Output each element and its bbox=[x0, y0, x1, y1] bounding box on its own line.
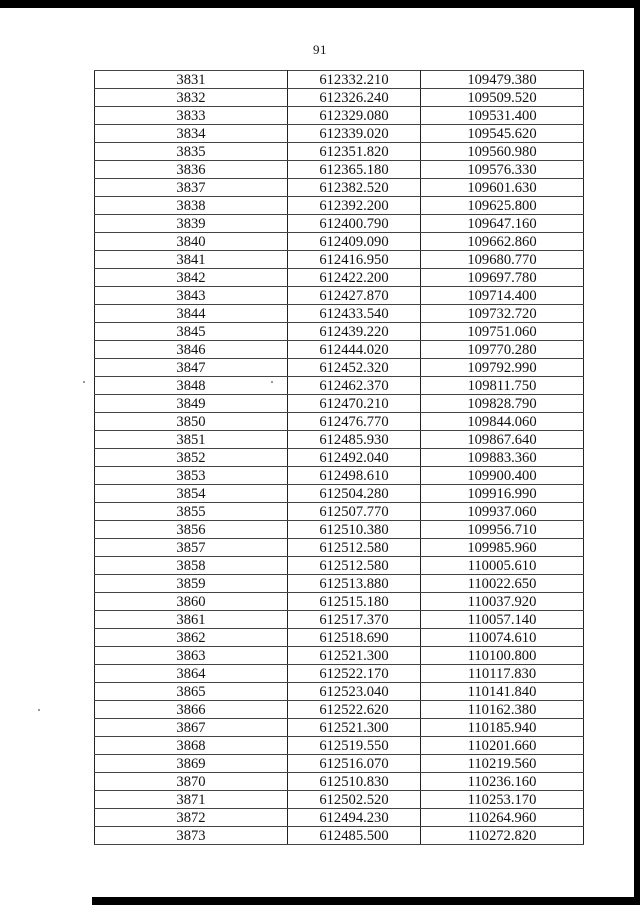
point-id-cell: 3867 bbox=[95, 719, 288, 737]
easting-cell: 612439.220 bbox=[288, 323, 421, 341]
point-id-cell: 3857 bbox=[95, 539, 288, 557]
table-row bbox=[95, 161, 584, 179]
easting-cell: 612326.240 bbox=[288, 89, 421, 107]
point-id-cell: 3847 bbox=[95, 359, 288, 377]
point-id-cell: 3858 bbox=[95, 557, 288, 575]
northing-cell: 109560.980 bbox=[421, 143, 584, 161]
easting-cell: 612517.370 bbox=[288, 611, 421, 629]
table-row bbox=[95, 593, 584, 611]
table-row bbox=[95, 251, 584, 269]
easting-cell: 612507.770 bbox=[288, 503, 421, 521]
point-id-cell: 3839 bbox=[95, 215, 288, 233]
point-id-cell: 3842 bbox=[95, 269, 288, 287]
easting-cell: 612521.300 bbox=[288, 647, 421, 665]
easting-cell: 612476.770 bbox=[288, 413, 421, 431]
point-id-cell: 3837 bbox=[95, 179, 288, 197]
northing-cell: 110185.940 bbox=[421, 719, 584, 737]
point-id-cell: 3851 bbox=[95, 431, 288, 449]
table-row bbox=[95, 539, 584, 557]
point-id-cell: 3853 bbox=[95, 467, 288, 485]
northing-cell: 109770.280 bbox=[421, 341, 584, 359]
northing-cell: 110141.840 bbox=[421, 683, 584, 701]
easting-cell: 612498.610 bbox=[288, 467, 421, 485]
scan-border-top bbox=[0, 0, 640, 8]
coordinates-table bbox=[94, 70, 584, 845]
scan-speck bbox=[83, 381, 85, 383]
northing-cell: 109937.060 bbox=[421, 503, 584, 521]
point-id-cell: 3861 bbox=[95, 611, 288, 629]
northing-cell: 110162.380 bbox=[421, 701, 584, 719]
point-id-cell: 3866 bbox=[95, 701, 288, 719]
table-row bbox=[95, 431, 584, 449]
table-row bbox=[95, 341, 584, 359]
easting-cell: 612485.500 bbox=[288, 827, 421, 845]
table-row bbox=[95, 737, 584, 755]
easting-cell: 612512.580 bbox=[288, 539, 421, 557]
northing-cell: 109531.400 bbox=[421, 107, 584, 125]
northing-cell: 109811.750 bbox=[421, 377, 584, 395]
northing-cell: 109883.360 bbox=[421, 449, 584, 467]
table-row bbox=[95, 323, 584, 341]
table-row bbox=[95, 611, 584, 629]
point-id-cell: 3844 bbox=[95, 305, 288, 323]
northing-cell: 110236.160 bbox=[421, 773, 584, 791]
point-id-cell: 3850 bbox=[95, 413, 288, 431]
easting-cell: 612433.540 bbox=[288, 305, 421, 323]
northing-cell: 109662.860 bbox=[421, 233, 584, 251]
easting-cell: 612523.040 bbox=[288, 683, 421, 701]
page-number: 91 bbox=[313, 42, 327, 57]
point-id-cell: 3872 bbox=[95, 809, 288, 827]
point-id-cell: 3859 bbox=[95, 575, 288, 593]
northing-cell: 110201.660 bbox=[421, 737, 584, 755]
northing-cell: 110057.140 bbox=[421, 611, 584, 629]
point-id-cell: 3846 bbox=[95, 341, 288, 359]
table-row bbox=[95, 125, 584, 143]
northing-cell: 110253.170 bbox=[421, 791, 584, 809]
northing-cell: 109647.160 bbox=[421, 215, 584, 233]
easting-cell: 612504.280 bbox=[288, 485, 421, 503]
table-row bbox=[95, 287, 584, 305]
northing-cell: 109680.770 bbox=[421, 251, 584, 269]
point-id-cell: 3854 bbox=[95, 485, 288, 503]
northing-cell: 110005.610 bbox=[421, 557, 584, 575]
easting-cell: 612422.200 bbox=[288, 269, 421, 287]
point-id-cell: 3834 bbox=[95, 125, 288, 143]
northing-cell: 109576.330 bbox=[421, 161, 584, 179]
table-row bbox=[95, 413, 584, 431]
point-id-cell: 3855 bbox=[95, 503, 288, 521]
table-row bbox=[95, 467, 584, 485]
table-body bbox=[95, 71, 584, 845]
table-row bbox=[95, 665, 584, 683]
point-id-cell: 3864 bbox=[95, 665, 288, 683]
point-id-cell: 3835 bbox=[95, 143, 288, 161]
easting-cell: 612332.210 bbox=[288, 71, 421, 89]
point-id-cell: 3848 bbox=[95, 377, 288, 395]
northing-cell: 109844.060 bbox=[421, 413, 584, 431]
point-id-cell: 3860 bbox=[95, 593, 288, 611]
table-row bbox=[95, 575, 584, 593]
table-row bbox=[95, 395, 584, 413]
easting-cell: 612444.020 bbox=[288, 341, 421, 359]
northing-cell: 109956.710 bbox=[421, 521, 584, 539]
easting-cell: 612400.790 bbox=[288, 215, 421, 233]
northing-cell: 109545.620 bbox=[421, 125, 584, 143]
easting-cell: 612409.090 bbox=[288, 233, 421, 251]
point-id-cell: 3856 bbox=[95, 521, 288, 539]
easting-cell: 612494.230 bbox=[288, 809, 421, 827]
easting-cell: 612462.370 bbox=[288, 377, 421, 395]
easting-cell: 612392.200 bbox=[288, 197, 421, 215]
northing-cell: 109697.780 bbox=[421, 269, 584, 287]
easting-cell: 612365.180 bbox=[288, 161, 421, 179]
northing-cell: 110264.960 bbox=[421, 809, 584, 827]
point-id-cell: 3868 bbox=[95, 737, 288, 755]
northing-cell: 109732.720 bbox=[421, 305, 584, 323]
table-row bbox=[95, 215, 584, 233]
table-row bbox=[95, 701, 584, 719]
point-id-cell: 3865 bbox=[95, 683, 288, 701]
northing-cell: 110117.830 bbox=[421, 665, 584, 683]
easting-cell: 612382.520 bbox=[288, 179, 421, 197]
table-row bbox=[95, 305, 584, 323]
northing-cell: 110037.920 bbox=[421, 593, 584, 611]
point-id-cell: 3845 bbox=[95, 323, 288, 341]
northing-cell: 110219.560 bbox=[421, 755, 584, 773]
table-row bbox=[95, 791, 584, 809]
northing-cell: 110272.820 bbox=[421, 827, 584, 845]
easting-cell: 612518.690 bbox=[288, 629, 421, 647]
northing-cell: 109479.380 bbox=[421, 71, 584, 89]
point-id-cell: 3862 bbox=[95, 629, 288, 647]
table-row bbox=[95, 809, 584, 827]
table-row bbox=[95, 755, 584, 773]
easting-cell: 612510.380 bbox=[288, 521, 421, 539]
easting-cell: 612515.180 bbox=[288, 593, 421, 611]
table-row bbox=[95, 143, 584, 161]
northing-cell: 109916.990 bbox=[421, 485, 584, 503]
northing-cell: 109867.640 bbox=[421, 431, 584, 449]
northing-cell: 109751.060 bbox=[421, 323, 584, 341]
northing-cell: 109509.520 bbox=[421, 89, 584, 107]
point-id-cell: 3838 bbox=[95, 197, 288, 215]
point-id-cell: 3841 bbox=[95, 251, 288, 269]
point-id-cell: 3852 bbox=[95, 449, 288, 467]
northing-cell: 109828.790 bbox=[421, 395, 584, 413]
point-id-cell: 3871 bbox=[95, 791, 288, 809]
easting-cell: 612427.870 bbox=[288, 287, 421, 305]
point-id-cell: 3831 bbox=[95, 71, 288, 89]
point-id-cell: 3832 bbox=[95, 89, 288, 107]
northing-cell: 109985.960 bbox=[421, 539, 584, 557]
northing-cell: 109792.990 bbox=[421, 359, 584, 377]
easting-cell: 612485.930 bbox=[288, 431, 421, 449]
table-row bbox=[95, 107, 584, 125]
easting-cell: 612452.320 bbox=[288, 359, 421, 377]
table-row bbox=[95, 179, 584, 197]
scan-border-bottom bbox=[92, 897, 640, 905]
easting-cell: 612512.580 bbox=[288, 557, 421, 575]
northing-cell: 109900.400 bbox=[421, 467, 584, 485]
northing-cell: 110100.800 bbox=[421, 647, 584, 665]
northing-cell: 109601.630 bbox=[421, 179, 584, 197]
table-row bbox=[95, 449, 584, 467]
table-row bbox=[95, 359, 584, 377]
point-id-cell: 3843 bbox=[95, 287, 288, 305]
scan-speck bbox=[38, 709, 40, 711]
easting-cell: 612521.300 bbox=[288, 719, 421, 737]
table-row bbox=[95, 89, 584, 107]
easting-cell: 612492.040 bbox=[288, 449, 421, 467]
point-id-cell: 3836 bbox=[95, 161, 288, 179]
easting-cell: 612522.170 bbox=[288, 665, 421, 683]
table-row bbox=[95, 377, 584, 395]
easting-cell: 612510.830 bbox=[288, 773, 421, 791]
easting-cell: 612522.620 bbox=[288, 701, 421, 719]
easting-cell: 612513.880 bbox=[288, 575, 421, 593]
northing-cell: 110074.610 bbox=[421, 629, 584, 647]
easting-cell: 612519.550 bbox=[288, 737, 421, 755]
table-row bbox=[95, 683, 584, 701]
point-id-cell: 3840 bbox=[95, 233, 288, 251]
easting-cell: 612329.080 bbox=[288, 107, 421, 125]
table-row bbox=[95, 629, 584, 647]
table-row bbox=[95, 503, 584, 521]
point-id-cell: 3873 bbox=[95, 827, 288, 845]
table-row bbox=[95, 647, 584, 665]
scan-border-right bbox=[634, 0, 640, 905]
table-row bbox=[95, 521, 584, 539]
northing-cell: 109625.800 bbox=[421, 197, 584, 215]
point-id-cell: 3833 bbox=[95, 107, 288, 125]
table-row bbox=[95, 773, 584, 791]
point-id-cell: 3849 bbox=[95, 395, 288, 413]
point-id-cell: 3869 bbox=[95, 755, 288, 773]
table-row bbox=[95, 71, 584, 89]
table-row bbox=[95, 485, 584, 503]
table-row bbox=[95, 233, 584, 251]
table-row bbox=[95, 719, 584, 737]
easting-cell: 612502.520 bbox=[288, 791, 421, 809]
table-row bbox=[95, 197, 584, 215]
northing-cell: 110022.650 bbox=[421, 575, 584, 593]
easting-cell: 612351.820 bbox=[288, 143, 421, 161]
easting-cell: 612516.070 bbox=[288, 755, 421, 773]
easting-cell: 612339.020 bbox=[288, 125, 421, 143]
point-id-cell: 3863 bbox=[95, 647, 288, 665]
table-row bbox=[95, 557, 584, 575]
easting-cell: 612416.950 bbox=[288, 251, 421, 269]
table-row bbox=[95, 827, 584, 845]
northing-cell: 109714.400 bbox=[421, 287, 584, 305]
table-row bbox=[95, 269, 584, 287]
point-id-cell: 3870 bbox=[95, 773, 288, 791]
easting-cell: 612470.210 bbox=[288, 395, 421, 413]
